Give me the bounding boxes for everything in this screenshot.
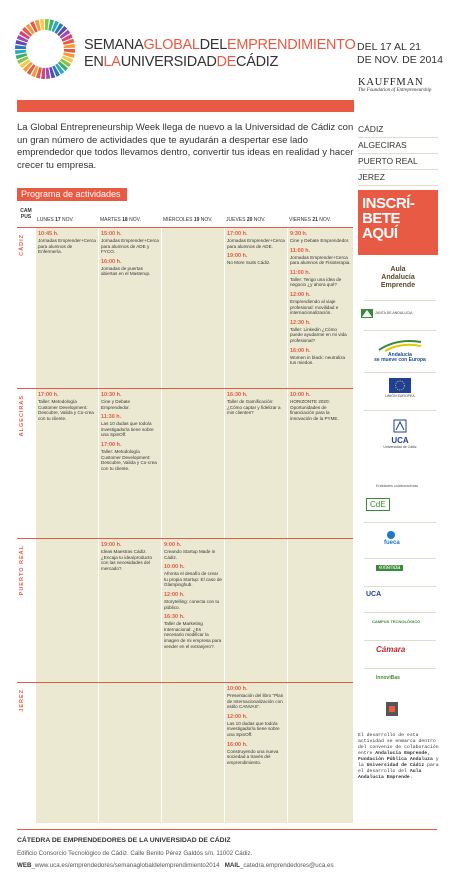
footer-contact: WEB_www.uca.es/emprendedores/semanaglobaldelemprendimiento2014 MAIL_catedra.emprendedores@uca.es [17,862,334,869]
intro-text: La Global Entrepreneurship Week llega de nuevo a la Universidad de Cádiz con un gran número de actividades que te ayudarán a despertar ese lado emprendedor que todos llevamos dentro, convertir tus ideas en realidad y hacer crecer tu empresa. [17,122,354,171]
event-description: Women in black: neutraliza tus miedos. [290,354,346,366]
event-item [290,320,351,344]
campus-label: JEREZ [19,689,25,712]
schedule-cell [287,683,353,823]
event-item [290,348,351,366]
register-button[interactable]: INSCRÍ- BETE AQUÍ [358,190,438,255]
event-time: 17:00 h. [227,231,248,237]
event-description: Jornadas Emprender+Cerca para alumnos de ADE y FYCO. [101,238,159,255]
event-description: Jornadas Emprender+Cerca para alumnos de ADE. [227,238,285,249]
event-item [101,259,159,277]
event-dates: DEL 17 AL 21 DE NOV. DE 2014 [357,41,443,66]
event-time: 9:30 h. [290,231,308,237]
event-time: 10:00 h. [164,564,185,571]
event-time: 16:00 h. [290,347,311,354]
event-item [227,686,285,710]
event-description: Presentación del libro "Plan de Internacionalización con estilo CANVAS". [227,693,284,710]
andalucia-europa-logo: Andalucía se mueve con Europa [360,338,440,363]
event-item [290,248,351,266]
campus-row [17,538,353,682]
program-header: Programa de actividades [17,188,127,201]
schedule-cell [287,228,353,388]
campus-tecnologico-logo: CAMPUS TECNOLÓGICO [372,619,421,624]
fueca-logo: fueca [384,530,450,545]
event-description: Jornadas de puertas abiertas en el Masterup. [101,265,151,277]
event-time: 10:00 h. [290,392,311,398]
divider [364,522,436,523]
event-item [38,231,96,255]
event-item [227,392,285,416]
event-item [164,564,222,588]
divider [364,330,436,331]
event-item [164,592,222,610]
schedule-cell [35,389,98,538]
schedule-cell [287,539,353,682]
divider [364,586,436,587]
logo-segment [45,19,49,30]
event-item [101,231,159,255]
logo-segment [15,45,26,49]
collaboration-note: El desarrollo de esta actividad se enmarca dentro del convenio de colaboración entre Andalucía Emprende, Fundación Pública Andaluza y la Universidad de Cádiz para el desarrollo del Aula Andalucía Emprende. [358,733,439,780]
event-description: Taller: Metodología Customer Development: Descubre, Valida y Co-crea con tu cliente. [38,399,94,421]
event-time: 10:30 h. [101,392,122,398]
europa-swoosh-icon [377,338,423,352]
extenda-logo: extenda [376,565,450,571]
event-time: 19:00 h. [101,542,122,548]
schedule-cell [224,539,287,682]
schedule-cell [98,389,161,538]
mail-link[interactable]: _catedra.emprendedores@uca.es [239,862,334,869]
event-time: 11:30 h. [101,414,122,421]
event-description: Ideas Maestras Cádiz. ¿Encaja tu idea/producto con las necesidades del mercado?. [101,549,153,571]
event-time: 12:00 h. [164,591,185,598]
event-item [38,392,96,421]
campus-label: ALGECIRAS [19,395,25,437]
event-description: Las 10 dudas que todo/a investigador/a tiene sobre una SpinOff. [227,720,280,737]
footer-divider [17,829,437,830]
event-item [290,231,351,244]
footer-title: CÁTEDRA DE EMPRENDEDORES DE LA UNIVERSIDAD DE CÁDIZ [17,837,231,844]
uca-secondary-logo: UCA [366,591,382,598]
event-item [290,270,351,288]
schedule-cell [35,683,98,823]
divider [364,558,436,559]
schedule-cell [224,228,287,388]
header-divider-bar [17,100,354,112]
junta-icon [360,306,374,320]
event-time: 12:30 h. [290,319,311,326]
uca-crest-icon [392,418,408,436]
event-description: Taller: Metodología Customer Development: Descubre, Valida y Co-crea con tu cliente. [101,448,157,471]
day-column-header: LUNES 17 NOV. [37,217,74,223]
divider [364,668,436,669]
campus-row [17,227,353,388]
event-description: Jornadas Emprender+Cerca para alumnos de Enfermería. [38,238,96,255]
event-time: 17:00 h. [38,392,59,398]
kauffman-tagline: The Foundation of Entrepreneurship [358,88,432,93]
event-item [101,392,159,410]
collaborators-heading: Entidades colaboradoras [376,484,419,488]
cities-list [358,122,438,186]
schedule-cell [35,228,98,388]
schedule-cell [287,389,353,538]
event-item [164,614,222,649]
city-item: JEREZ [358,170,438,186]
uca-logo: UCA Universidad de Cádiz [360,418,440,449]
fueca-icon [384,530,398,540]
schedule-cell [98,683,161,823]
event-description: Construyendo una nueva sociedad a través del emprendimiento. [227,748,279,765]
day-column-header: MIÉRCOLES 19 NOV. [163,217,213,223]
city-item: CÁDIZ [358,122,438,138]
event-time: 11:00 h. [290,269,311,276]
event-time: 12:00 h. [290,291,311,298]
event-description: Cine y Debate Emprendedor. [290,238,350,243]
event-description: No More Suits Cádiz. [227,260,271,266]
event-time: 19:00 h. [227,253,248,260]
cde-logo: CdE [366,498,446,511]
award-icon [384,700,400,718]
event-description: HORIZONTE 2020: Oportunidades de financiación para la innovación de la PYME. [290,399,339,421]
day-column-header: JUEVES 20 NOV. [226,217,266,223]
campus-column-header: CAM PUS [20,208,32,220]
event-item [101,414,159,438]
event-time: 16:00 h. [227,741,248,748]
event-description: Jornadas Emprender+Cerca para alumnos de Fisioterapia. [290,254,351,266]
event-time: 11:00 h. [290,247,311,254]
event-time: 17:00 h. [101,441,122,448]
event-item [227,253,285,266]
logo-segment [64,49,75,53]
schedule-cell [98,539,161,682]
event-time: 16:00 h. [101,258,122,265]
event-item [101,442,159,471]
page-title: SEMANAGLOBALDELEMPRENDIMIENTO ENLAUNIVERSIDADDECÁDIZ [84,37,356,70]
divider [364,410,436,411]
schedule-cell [224,683,287,823]
divider [364,640,436,641]
campus-row [17,682,353,823]
aula-andalucia-logo: Aula Andalucía Emprende [380,266,416,289]
schedule-cell [161,683,224,823]
city-item: PUERTO REAL [358,154,438,170]
eu-flag-icon [389,378,411,393]
innovibas-logo: InnoviBas [376,675,400,681]
event-description: Las 10 dudas que todo/a investigador/a tiene sobre una SpinOff. [101,421,154,438]
footer-address: Edificio Consorcio Tecnológico de Cádiz. Calle Benito Pérez Galdós s/n. 11002 Cádiz. [17,850,253,857]
event-time: 12:00 h. [227,713,248,720]
schedule-cell [98,228,161,388]
event-time: 16:30 h. [227,392,248,398]
day-column-header: VIERNES 21 NOV. [289,217,332,223]
event-time: 10:45 h. [38,231,59,237]
junta-andalucia-logo: JUNTA DE ANDALUCIA [360,306,440,320]
web-link[interactable]: _www.uca.es/emprendedores/semanaglobaldelemprendimiento2014 [31,862,220,869]
event-time: 9:00 h. [164,542,182,548]
divider [364,372,436,373]
event-description: Emprendiendo al viaje profesional: movilidad e internacionalización. [290,298,339,316]
camara-logo: Cámara [376,645,406,654]
logo-segment [41,68,45,79]
schedule-cell [161,389,224,538]
schedule-cell [161,228,224,388]
event-item [227,231,285,249]
union-europea-logo: UNIÓN EUROPEA [360,378,440,398]
awards-logo [384,700,450,719]
event-item [290,392,351,421]
event-time: 15:00 h. [101,231,122,237]
city-item: ALGECIRAS [358,138,438,154]
day-column-header: MARTES 18 NOV. [100,217,141,223]
campus-label: PUERTO REAL [19,545,25,596]
schedule-cell [224,389,287,538]
event-item [227,714,285,738]
event-description: Taller de Marketing Internacional: ¿Es necesario modificar la imagen de mi empresa para vender en el extranjero?. [164,621,222,649]
gew-logo [14,18,76,80]
campus-label: CÁDIZ [19,234,25,256]
kauffman-logo: KAUFFMAN [358,77,424,88]
event-description: Cine y Debate Emprendedor. [101,399,131,410]
event-description: Creando Startup Made in Cádiz. [164,549,216,560]
event-item [101,542,159,571]
campus-row [17,388,353,538]
event-description: Afronta el desafío de crear tu propia Startup: El caso de Glampinghub. [164,571,222,588]
divider [364,300,436,301]
event-description: Storytelling: conecta con tu público. [164,598,220,610]
divider [364,612,436,613]
event-item [164,542,222,560]
event-item [227,742,285,766]
event-time: 10:00 h. [227,686,248,692]
schedule-cell [35,539,98,682]
event-item [290,292,351,316]
event-description: Taller: Tengo una idea de negocio ¿y ahora qué? [290,276,342,288]
event-time: 16:30 h. [164,614,185,621]
schedule-cell [161,539,224,682]
event-description: Taller de Gamificación: ¿Cómo captar y fidelizar a mis clientes? [227,399,281,416]
event-description: Taller: Linkedin ¿Cómo puede ayudarme en mi vida profesional? [290,326,347,343]
